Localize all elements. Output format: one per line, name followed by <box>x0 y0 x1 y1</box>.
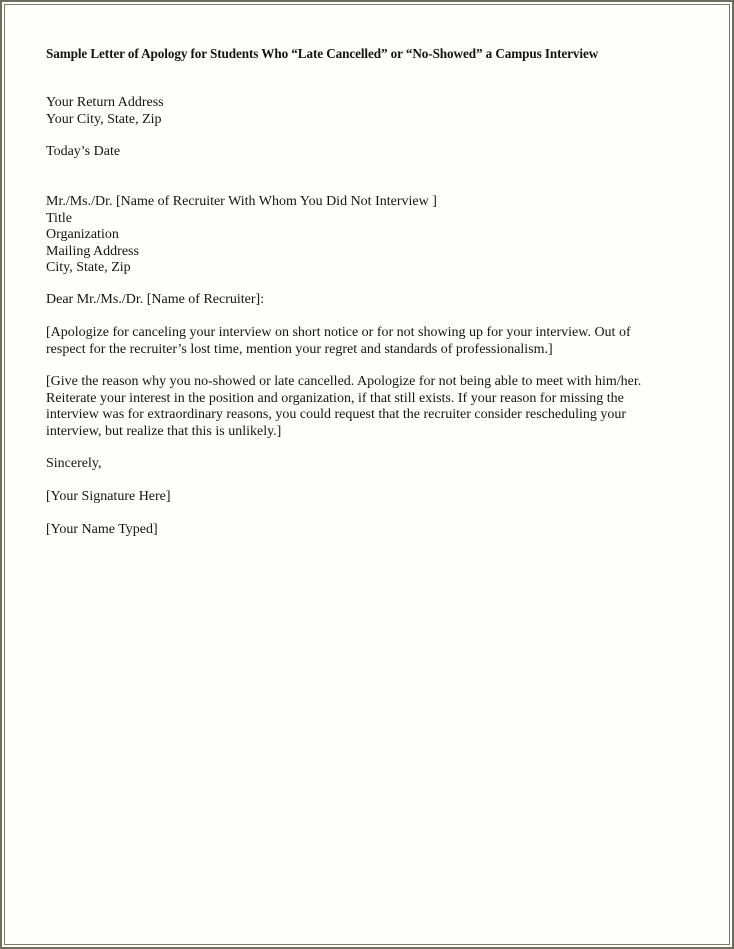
sender-return-address: Your Return Address <box>46 95 164 110</box>
closing-line: Sincerely, <box>46 456 102 471</box>
paragraph-1 <box>46 325 631 358</box>
paragraph-1-line: [Apologize for canceling your interview on short notice or for not showing up for your interview. Out of <box>46 325 631 340</box>
paragraph-2-line: [Give the reason why you no-showed or late cancelled. Apologize for not being able to meet with him/her. <box>46 374 642 389</box>
paragraph-2-line: interview, but realize that this is unlikely.] <box>46 423 282 439</box>
signature-line: [Your Signature Here] <box>46 489 171 504</box>
closing <box>46 456 101 473</box>
sender-city-state-zip: Your City, State, Zip <box>46 111 162 127</box>
letter-date <box>46 144 120 161</box>
recipient-address <box>46 194 437 277</box>
recipient-mailing-address: Mailing Address <box>46 243 139 259</box>
recipient-title: Title <box>46 210 72 226</box>
salutation <box>46 292 264 309</box>
recipient-city-state-zip: City, State, Zip <box>46 260 131 275</box>
typed-name-line: [Your Name Typed] <box>46 522 158 537</box>
paragraph-1-line: respect for the recruiter’s lost time, mention your regret and standards of professionalism.] <box>46 341 553 357</box>
paragraph-2-line: interview was for extraordinary reasons, you could request that the recruiter consider rescheduling your <box>46 407 627 422</box>
document-title: Sample Letter of Apology for Students Who “Late Cancelled” or “No-Showed” a Campus Interview <box>46 46 599 61</box>
signature <box>46 489 171 506</box>
paragraph-2 <box>46 374 641 440</box>
typed-name <box>46 522 158 539</box>
recipient-name-line: Mr./Ms./Dr. [Name of Recruiter With Whom You Did Not Interview ] <box>46 194 437 209</box>
recipient-organization: Organization <box>46 227 119 242</box>
sender-address <box>46 95 164 128</box>
paragraph-2-line: Reiterate your interest in the position and organization, if that still exists. If your reason for missing the <box>46 390 624 406</box>
date-line: Today’s Date <box>46 144 121 159</box>
salutation-line: Dear Mr./Ms./Dr. [Name of Recruiter]: <box>46 292 265 307</box>
